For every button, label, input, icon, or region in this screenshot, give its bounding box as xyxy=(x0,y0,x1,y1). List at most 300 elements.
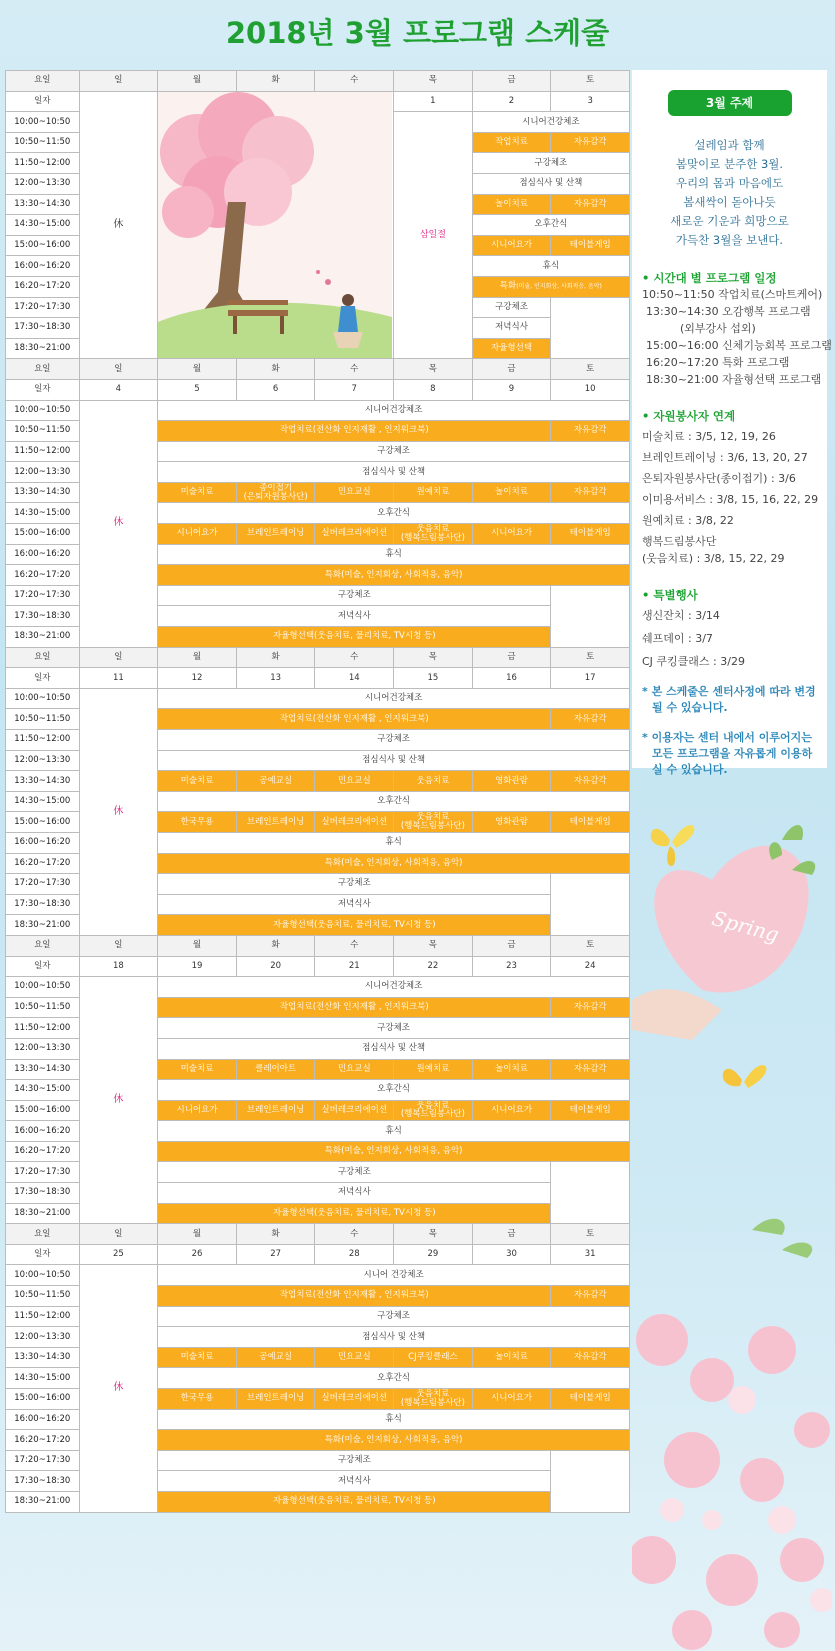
weekday-header: 목 xyxy=(394,1224,473,1245)
butterfly-icon xyxy=(723,1065,767,1088)
time-cell: 15:00~16:00 xyxy=(6,1100,80,1121)
date-cell: 15 xyxy=(394,668,473,689)
weekday-header: 월 xyxy=(158,1224,237,1245)
schedule-cell: 구강체조 xyxy=(158,874,551,895)
schedule-cell xyxy=(236,482,315,503)
schedule-cell: 공예교실 xyxy=(236,1347,315,1368)
schedule-cell: 원예치료 xyxy=(394,1059,473,1080)
schedule-cell: 자유감각 xyxy=(551,709,630,730)
weekday-header: 화 xyxy=(236,647,315,668)
section-time-programs: • 시간대 별 프로그램 일정 xyxy=(642,271,777,285)
weekday-header: 수 xyxy=(315,71,394,92)
schedule-cell: 작업치료(전산화 인지재활 , 인지워크북) xyxy=(158,997,551,1018)
time-cell: 11:50~12:00 xyxy=(6,441,80,462)
table-row xyxy=(6,647,630,668)
schedule-cell: 한국무용 xyxy=(158,812,237,833)
time-cell: 11:50~12:00 xyxy=(6,153,80,174)
schedule-cell xyxy=(472,276,629,297)
flower-icon xyxy=(632,1314,830,1650)
schedule-cell: 작업치료(전산화 인지재활 , 인지워크북) xyxy=(158,1286,551,1307)
date-cell: 17 xyxy=(551,668,630,689)
time-cell: 10:50~11:50 xyxy=(6,1286,80,1307)
date-cell: 6 xyxy=(236,379,315,400)
schedule-cell: 시니어요가 xyxy=(158,1100,237,1121)
holiday-cell: 삼일절 xyxy=(394,112,473,359)
weekday-header: 화 xyxy=(236,359,315,380)
weekday-header: 일 xyxy=(79,935,158,956)
time-cell: 10:00~10:50 xyxy=(6,977,80,998)
time-cell: 11:50~12:00 xyxy=(6,730,80,751)
weekday-header: 목 xyxy=(394,935,473,956)
date-cell: 2 xyxy=(472,91,551,112)
schedule-cell: 미술치료 xyxy=(158,1059,237,1080)
weekday-header: 토 xyxy=(551,359,630,380)
date-cell: 18 xyxy=(79,956,158,977)
time-cell: 13:30~14:30 xyxy=(6,1059,80,1080)
time-cell: 14:30~15:00 xyxy=(6,791,80,812)
date-cell: 7 xyxy=(315,379,394,400)
date-cell: 21 xyxy=(315,956,394,977)
schedule-cell: 자유감각 xyxy=(551,997,630,1018)
closed-cell: 休 xyxy=(79,977,158,1224)
schedule-cell xyxy=(394,1389,473,1410)
schedule-cell: 작업치료(전산화 인지재활 , 인지워크북) xyxy=(158,709,551,730)
schedule-cell: 실버레크리에이션 xyxy=(315,1100,394,1121)
time-cell: 16:20~17:20 xyxy=(6,1430,80,1451)
time-cell: 16:00~16:20 xyxy=(6,1121,80,1142)
schedule-cell: 자유감각 xyxy=(551,1059,630,1080)
weekday-header: 토 xyxy=(551,935,630,956)
schedule-cell: 저녁식사 xyxy=(158,894,551,915)
table-row xyxy=(6,91,630,112)
weekday-header: 금 xyxy=(472,647,551,668)
weekday-header: 토 xyxy=(551,647,630,668)
time-cell: 13:30~14:30 xyxy=(6,771,80,792)
time-program-list: 10:50~11:50 작업치료(스마트케어) 13:30~14:30 오감행복 프로그램 (외부강사 섭외) 15:00~16:00 신체기능회복 프로그램 16:20~17:20 특화 프로그램 18:30~21:00 자율형선택 프로그램 xyxy=(642,288,832,386)
schedule-cell: CJ쿠킹클래스 xyxy=(394,1347,473,1368)
time-cell: 14:30~15:00 xyxy=(6,1368,80,1389)
schedule-cell: 점심식사 및 산책 xyxy=(158,462,630,483)
date-cell: 4 xyxy=(79,379,158,400)
table-row xyxy=(6,1244,630,1265)
schedule-cell: 구강체조 xyxy=(158,1162,551,1183)
date-cell: 19 xyxy=(158,956,237,977)
program-name: 웃음치료 xyxy=(416,1388,450,1399)
table-row xyxy=(6,71,630,92)
time-cell: 16:20~17:20 xyxy=(6,565,80,586)
section-special-events: • 특별행사 xyxy=(642,588,698,602)
date-cell: 10 xyxy=(551,379,630,400)
schedule-cell: 오후간식 xyxy=(158,1368,630,1389)
time-cell: 17:30~18:30 xyxy=(6,318,80,339)
time-cell: 10:00~10:50 xyxy=(6,112,80,133)
time-cell: 10:00~10:50 xyxy=(6,400,80,421)
schedule-cell xyxy=(394,1100,473,1121)
schedule-cell: 웃음치료 xyxy=(394,771,473,792)
time-cell: 16:00~16:20 xyxy=(6,544,80,565)
schedule-cell: 특화(미술, 인지회상, 사회적응, 음악) xyxy=(158,1430,630,1451)
weekday-label: 요일 xyxy=(6,1224,80,1245)
schedule-cell: 영화관람 xyxy=(472,771,551,792)
schedule-cell: 공예교실 xyxy=(236,771,315,792)
schedule-cell: 오후간식 xyxy=(472,215,629,236)
closed-cell: 休 xyxy=(79,91,158,359)
special-event-list: 생신잔치 : 3/14 쉐프데이 : 3/7 CJ 쿠킹클래스 : 3/29 xyxy=(642,609,745,668)
weekday-header: 목 xyxy=(394,359,473,380)
schedule-cell: 저녁식사 xyxy=(158,1471,551,1492)
time-cell: 17:20~17:30 xyxy=(6,1450,80,1471)
schedule-cell: 민요교실 xyxy=(315,1347,394,1368)
time-cell: 17:20~17:30 xyxy=(6,585,80,606)
schedule-cell: 시니어건강체조 xyxy=(158,688,630,709)
schedule-cell: 한국무용 xyxy=(158,1389,237,1410)
empty-cell xyxy=(551,1450,630,1512)
date-label: 일자 xyxy=(6,91,80,112)
schedule-cell: 시니어요가 xyxy=(472,1389,551,1410)
schedule-cell: 구강체조 xyxy=(472,297,551,318)
date-cell: 9 xyxy=(472,379,551,400)
program-detail: (행복드림봉사단) xyxy=(400,1109,465,1120)
schedule-cell: 구강체조 xyxy=(158,730,630,751)
schedule-cell: 시니어요가 xyxy=(158,524,237,545)
empty-cell xyxy=(551,1162,630,1224)
schedule-cell: 휴식 xyxy=(158,1409,630,1430)
closed-cell: 休 xyxy=(79,400,158,647)
time-cell: 16:20~17:20 xyxy=(6,1141,80,1162)
time-cell: 18:30~21:00 xyxy=(6,1203,80,1224)
schedule-cell: 미술치료 xyxy=(158,482,237,503)
weekday-header: 일 xyxy=(79,647,158,668)
schedule-cell xyxy=(394,812,473,833)
date-cell: 22 xyxy=(394,956,473,977)
note-free-use: * 이용자는 센터 내에서 이루어지는 모든 프로그램을 자유롭게 이용하실 수 있습니다. xyxy=(642,731,813,776)
leaf-icon xyxy=(752,1219,812,1258)
schedule-cell: 자유감각 xyxy=(551,1286,630,1307)
schedule-cell: 민요교실 xyxy=(315,482,394,503)
date-cell: 20 xyxy=(236,956,315,977)
theme-badge: 3월 주제 xyxy=(668,90,792,116)
schedule-cell: 브레인트레이닝 xyxy=(236,1100,315,1121)
weekday-header: 금 xyxy=(472,1224,551,1245)
schedule-cell: 테이블게임 xyxy=(551,1100,630,1121)
schedule-cell xyxy=(394,524,473,545)
schedule-cell: 휴식 xyxy=(158,832,630,853)
schedule-cell: 점심식사 및 산책 xyxy=(158,750,630,771)
schedule-cell: 점심식사 및 산책 xyxy=(158,1327,630,1348)
time-cell: 14:30~15:00 xyxy=(6,1080,80,1101)
time-cell: 15:00~16:00 xyxy=(6,1389,80,1410)
table-row xyxy=(6,359,630,380)
program-detail: (행복드림봉사단) xyxy=(400,532,465,543)
volunteer-list: 미술치료 : 3/5, 12, 19, 26 브레인트레이닝 : 3/6, 13, 20, 27 은퇴자원봉사단(종이접기) : 3/6 이미용서비스 : 3/8, 15, 16, 22, 29 원예치료 : 3/8, 22 행복드림봉사단 (웃음치료) : 3/8, 15, 22, 29 xyxy=(642,430,819,565)
date-label: 일자 xyxy=(6,668,80,689)
date-label: 일자 xyxy=(6,1244,80,1265)
schedule-cell: 민요교실 xyxy=(315,771,394,792)
table-row xyxy=(6,956,630,977)
time-cell: 16:00~16:20 xyxy=(6,832,80,853)
weekday-header: 수 xyxy=(315,359,394,380)
schedule-cell: 실버레크리에이션 xyxy=(315,524,394,545)
date-cell: 30 xyxy=(472,1244,551,1265)
table-row xyxy=(6,688,630,709)
time-cell: 12:00~13:30 xyxy=(6,1038,80,1059)
closed-cell: 休 xyxy=(79,1265,158,1512)
date-cell: 12 xyxy=(158,668,237,689)
svg-text:Spring: Spring xyxy=(709,905,782,947)
time-cell: 14:30~15:00 xyxy=(6,503,80,524)
weekday-header: 토 xyxy=(551,1224,630,1245)
date-label: 일자 xyxy=(6,956,80,977)
time-cell: 16:20~17:20 xyxy=(6,853,80,874)
schedule-cell: 구강체조 xyxy=(158,1018,630,1039)
schedule-cell: 미술치료 xyxy=(158,1347,237,1368)
time-cell: 16:00~16:20 xyxy=(6,1409,80,1430)
schedule-cell: 브레인트레이닝 xyxy=(236,1389,315,1410)
date-cell: 5 xyxy=(158,379,237,400)
weekday-header: 금 xyxy=(472,359,551,380)
weekday-header: 금 xyxy=(472,71,551,92)
time-cell: 12:00~13:30 xyxy=(6,750,80,771)
date-label: 일자 xyxy=(6,379,80,400)
date-cell: 26 xyxy=(158,1244,237,1265)
schedule-cell: 휴식 xyxy=(158,544,630,565)
time-cell: 13:30~14:30 xyxy=(6,194,80,215)
program-name: 종이접기 xyxy=(259,482,293,493)
date-cell: 3 xyxy=(551,91,630,112)
weekday-label: 요일 xyxy=(6,359,80,380)
date-cell: 29 xyxy=(394,1244,473,1265)
time-cell: 18:30~21:00 xyxy=(6,1491,80,1512)
program-detail: (은퇴자원봉사단) xyxy=(243,491,308,502)
schedule-cell: 자유감각 xyxy=(551,771,630,792)
schedule-cell: 시니어건강체조 xyxy=(158,977,630,998)
schedule-cell: 시니어건강체조 xyxy=(472,112,629,133)
spring-illustration xyxy=(632,780,832,1650)
time-cell: 17:20~17:30 xyxy=(6,1162,80,1183)
schedule-cell: 특화(미술, 인지회상, 사회적응, 음악) xyxy=(158,565,630,586)
theme-intro: 설레임과 함께 봄맞이로 분주한 3월. 우리의 몸과 마음에도 봄새싹이 돋아나듯 새로운 기운과 희망으로 가득찬 3월을 보낸다. xyxy=(670,138,789,247)
date-cell: 31 xyxy=(551,1244,630,1265)
program-name: 웃음치료 xyxy=(416,1100,450,1111)
special-detail: (미술, 인지회상, 사회적응, 음악) xyxy=(516,283,602,291)
empty-cell xyxy=(551,297,630,359)
time-cell: 11:50~12:00 xyxy=(6,1306,80,1327)
time-cell: 17:30~18:30 xyxy=(6,1183,80,1204)
time-cell: 17:20~17:30 xyxy=(6,874,80,895)
weekday-header: 목 xyxy=(394,647,473,668)
schedule-cell: 자율형선택 xyxy=(472,338,551,359)
date-cell: 25 xyxy=(79,1244,158,1265)
time-cell: 10:50~11:50 xyxy=(6,421,80,442)
weekday-header: 월 xyxy=(158,935,237,956)
note-schedule-change: * 본 스케줄은 센터사정에 따라 변경될 수 있습니다. xyxy=(642,685,816,714)
schedule-cell: 시니어요가 xyxy=(472,524,551,545)
time-cell: 18:30~21:00 xyxy=(6,915,80,936)
time-cell: 10:00~10:50 xyxy=(6,1265,80,1286)
time-cell: 15:00~16:00 xyxy=(6,524,80,545)
program-name: 웃음치료 xyxy=(416,812,450,823)
schedule-cell: 테이블게임 xyxy=(551,812,630,833)
schedule-cell: 오후간식 xyxy=(158,503,630,524)
schedule-cell: 클레이아트 xyxy=(236,1059,315,1080)
time-cell: 10:50~11:50 xyxy=(6,997,80,1018)
schedule-cell: 실버레크리에이션 xyxy=(315,1389,394,1410)
schedule-cell: 오후간식 xyxy=(158,1080,630,1101)
program-name: 웃음치료 xyxy=(416,523,450,534)
time-cell: 17:30~18:30 xyxy=(6,894,80,915)
time-cell: 10:50~11:50 xyxy=(6,709,80,730)
time-cell: 16:20~17:20 xyxy=(6,276,80,297)
schedule-cell: 테이블게임 xyxy=(551,524,630,545)
weekday-header: 월 xyxy=(158,71,237,92)
weekday-header: 일 xyxy=(79,359,158,380)
schedule-cell: 원예치료 xyxy=(394,482,473,503)
weekday-label: 요일 xyxy=(6,935,80,956)
table-row xyxy=(6,668,630,689)
time-cell: 15:00~16:00 xyxy=(6,812,80,833)
heart-icon xyxy=(632,846,809,1040)
schedule-cell: 놀이치료 xyxy=(472,482,551,503)
spring-illustration xyxy=(158,91,394,359)
schedule-cell: 테이블게임 xyxy=(551,235,630,256)
schedule-cell: 자율형선택(웃음치료, 물리치료, TV시청 등) xyxy=(158,915,551,936)
schedule-cell: 구강체조 xyxy=(158,585,551,606)
schedule-cell: 구강체조 xyxy=(158,441,630,462)
schedule-cell: 시니어 건강체조 xyxy=(158,1265,630,1286)
schedule-cell: 놀이치료 xyxy=(472,1347,551,1368)
page-title: 2018년 3월 프로그램 스케줄 xyxy=(225,16,610,50)
schedule-cell: 특화(미술, 인지회상, 사회적응, 음악) xyxy=(158,1141,630,1162)
schedule-cell: 브레인트레이닝 xyxy=(236,524,315,545)
table-row xyxy=(6,400,630,421)
weekday-header: 화 xyxy=(236,71,315,92)
date-cell: 14 xyxy=(315,668,394,689)
date-cell: 1 xyxy=(394,91,473,112)
schedule-cell: 자유감각 xyxy=(551,194,630,215)
schedule-cell: 시니어건강체조 xyxy=(158,400,630,421)
weekday-header: 월 xyxy=(158,359,237,380)
special-label: 특화 xyxy=(499,281,517,292)
spring-decoration xyxy=(632,780,832,1650)
table-row xyxy=(6,1265,630,1286)
date-cell: 24 xyxy=(551,956,630,977)
schedule-cell: 구강체조 xyxy=(158,1306,630,1327)
schedule-cell: 미술치료 xyxy=(158,771,237,792)
time-cell: 17:20~17:30 xyxy=(6,297,80,318)
schedule-cell: 저녁식사 xyxy=(158,606,551,627)
date-cell: 11 xyxy=(79,668,158,689)
weekday-header: 목 xyxy=(394,71,473,92)
date-cell: 13 xyxy=(236,668,315,689)
schedule-cell: 실버레크리에이션 xyxy=(315,812,394,833)
schedule-cell: 자유감각 xyxy=(551,421,630,442)
schedule-cell: 자율형선택(웃음치료, 물리치료, TV시청 등) xyxy=(158,627,551,648)
date-cell: 27 xyxy=(236,1244,315,1265)
weekday-header: 월 xyxy=(158,647,237,668)
time-cell: 10:00~10:50 xyxy=(6,688,80,709)
time-cell: 12:00~13:30 xyxy=(6,173,80,194)
schedule-cell: 오후간식 xyxy=(158,791,630,812)
schedule-cell: 시니어요가 xyxy=(472,235,551,256)
weekday-header: 일 xyxy=(79,71,158,92)
time-cell: 17:30~18:30 xyxy=(6,1471,80,1492)
time-cell: 17:30~18:30 xyxy=(6,606,80,627)
time-cell: 12:00~13:30 xyxy=(6,1327,80,1348)
program-detail: (행복드림봉사단) xyxy=(400,821,465,832)
schedule-cell: 저녁식사 xyxy=(158,1183,551,1204)
date-cell: 23 xyxy=(472,956,551,977)
time-cell: 11:50~12:00 xyxy=(6,1018,80,1039)
table-row xyxy=(6,977,630,998)
time-cell: 12:00~13:30 xyxy=(6,462,80,483)
table-row xyxy=(6,935,630,956)
time-cell: 13:30~14:30 xyxy=(6,1347,80,1368)
weekday-header: 수 xyxy=(315,647,394,668)
schedule-cell: 자유감각 xyxy=(551,482,630,503)
weekday-header: 금 xyxy=(472,935,551,956)
weekday-header: 화 xyxy=(236,1224,315,1245)
schedule-cell: 시니어요가 xyxy=(472,1100,551,1121)
schedule-cell: 저녁식사 xyxy=(472,318,551,339)
schedule-cell: 작업치료 xyxy=(472,132,551,153)
weekday-label: 요일 xyxy=(6,71,80,92)
schedule-cell: 점심식사 및 산책 xyxy=(158,1038,630,1059)
weekday-header: 수 xyxy=(315,1224,394,1245)
date-cell: 16 xyxy=(472,668,551,689)
schedule-cell: 테이블게임 xyxy=(551,1389,630,1410)
weekday-label: 요일 xyxy=(6,647,80,668)
weekday-header: 수 xyxy=(315,935,394,956)
schedule-cell: 브레인트레이닝 xyxy=(236,812,315,833)
schedule-cell: 특화(미술, 인지회상, 사회적응, 음악) xyxy=(158,853,630,874)
weekday-header: 일 xyxy=(79,1224,158,1245)
schedule-cell: 자유감각 xyxy=(551,132,630,153)
time-cell: 16:00~16:20 xyxy=(6,256,80,277)
weekday-header: 화 xyxy=(236,935,315,956)
butterfly-icon xyxy=(651,825,695,866)
time-cell: 18:30~21:00 xyxy=(6,338,80,359)
time-cell: 10:50~11:50 xyxy=(6,132,80,153)
info-panel xyxy=(632,70,832,776)
empty-cell xyxy=(551,585,630,647)
schedule-cell: 휴식 xyxy=(472,256,629,277)
schedule-cell: 점심식사 및 산책 xyxy=(472,173,629,194)
program-detail: (행복드림봉사단) xyxy=(400,1397,465,1408)
closed-cell: 休 xyxy=(79,688,158,935)
date-cell: 28 xyxy=(315,1244,394,1265)
schedule-cell: 자유감각 xyxy=(551,1347,630,1368)
schedule-table xyxy=(5,70,630,1513)
weekday-header: 토 xyxy=(551,71,630,92)
schedule-cell: 구강체조 xyxy=(472,153,629,174)
schedule-cell: 자율형선택(웃음치료, 물리치료, TV시청 등) xyxy=(158,1491,551,1512)
table-row xyxy=(6,379,630,400)
section-volunteers: • 자원봉사자 연계 xyxy=(642,409,736,423)
schedule-cell: 민요교실 xyxy=(315,1059,394,1080)
schedule-cell: 놀이치료 xyxy=(472,1059,551,1080)
schedule-cell: 작업치료(전산화 인지재활 , 인지워크북) xyxy=(158,421,551,442)
schedule-cell: 휴식 xyxy=(158,1121,630,1142)
schedule-cell: 구강체조 xyxy=(158,1450,551,1471)
table-row xyxy=(6,1224,630,1245)
schedule-cell: 놀이치료 xyxy=(472,194,551,215)
time-cell: 18:30~21:00 xyxy=(6,627,80,648)
time-cell: 14:30~15:00 xyxy=(6,215,80,236)
date-cell: 8 xyxy=(394,379,473,400)
schedule-cell: 영화관람 xyxy=(472,812,551,833)
schedule-cell: 자율형선택(웃음치료, 물리치료, TV시청 등) xyxy=(158,1203,551,1224)
empty-cell xyxy=(551,874,630,936)
